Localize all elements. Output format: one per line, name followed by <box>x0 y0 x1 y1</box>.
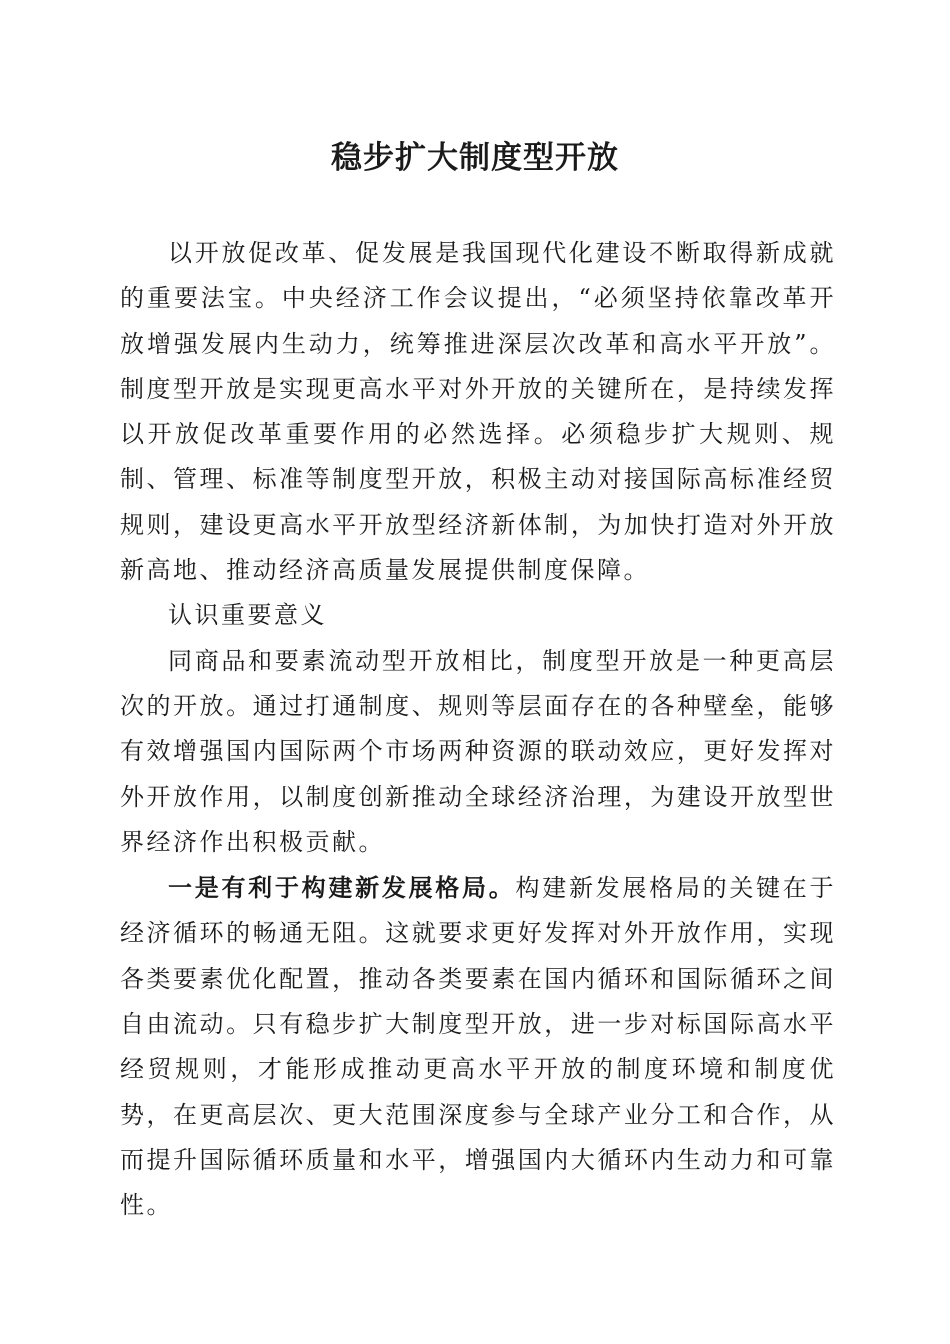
paragraph-intro <box>120 231 836 593</box>
point-one-lead: 一是有利于构建新发展格局。 <box>168 873 516 903</box>
paragraph-intro-text: 以开放促改革、促发展是我国现代化建设不断取得新成就的重要法宝。中央经济工作会议提出，“必须坚持依靠改革开放增强发展内生动力，统筹推进深层次改革和高水平开放”。制度型开放是实现更高水平对外开放的关键所在，是持续发挥以开放促改革重要作用的必然选择。必须稳步扩大规则、规制、管理、标准等制度型开放，积极主动对接国际高标准经贸规则，建设更高水平开放型经济新体制，为加快打造对外开放新高地、推动经济高质量发展提供制度保障。 <box>120 239 836 585</box>
document-body <box>120 231 836 1229</box>
point-one-text: 构建新发展格局的关键在于经济循环的畅通无阻。这就要求更好发挥对外开放作用，实现各类要素优化配置，推动各类要素在国内循环和国际循环之间自由流动。只有稳步扩大制度型开放，进一步对标国际高水平经贸规则，才能形成推动更高水平开放的制度环境和制度优势，在更高层次、更大范围深度参与全球产业分工和合作，从而提升国际循环质量和水平，增强国内大循环内生动力和可靠性。 <box>120 874 837 1220</box>
paragraph-point-one <box>120 865 836 1228</box>
document-title: 稳步扩大制度型开放 <box>331 140 619 176</box>
section-heading <box>120 593 836 638</box>
section-heading-text: 认识重要意义 <box>168 601 327 630</box>
paragraph-comparison <box>120 639 836 865</box>
paragraph-comparison-text: 同商品和要素流动型开放相比，制度型开放是一种更高层次的开放。通过打通制度、规则等层面存在的各种壁垒，能够有效增强国内国际两个市场两种资源的联动效应，更好发挥对外开放作用，以制度创新推动全球经济治理，为建设开放型世界经济作出积极贡献。 <box>120 646 836 856</box>
